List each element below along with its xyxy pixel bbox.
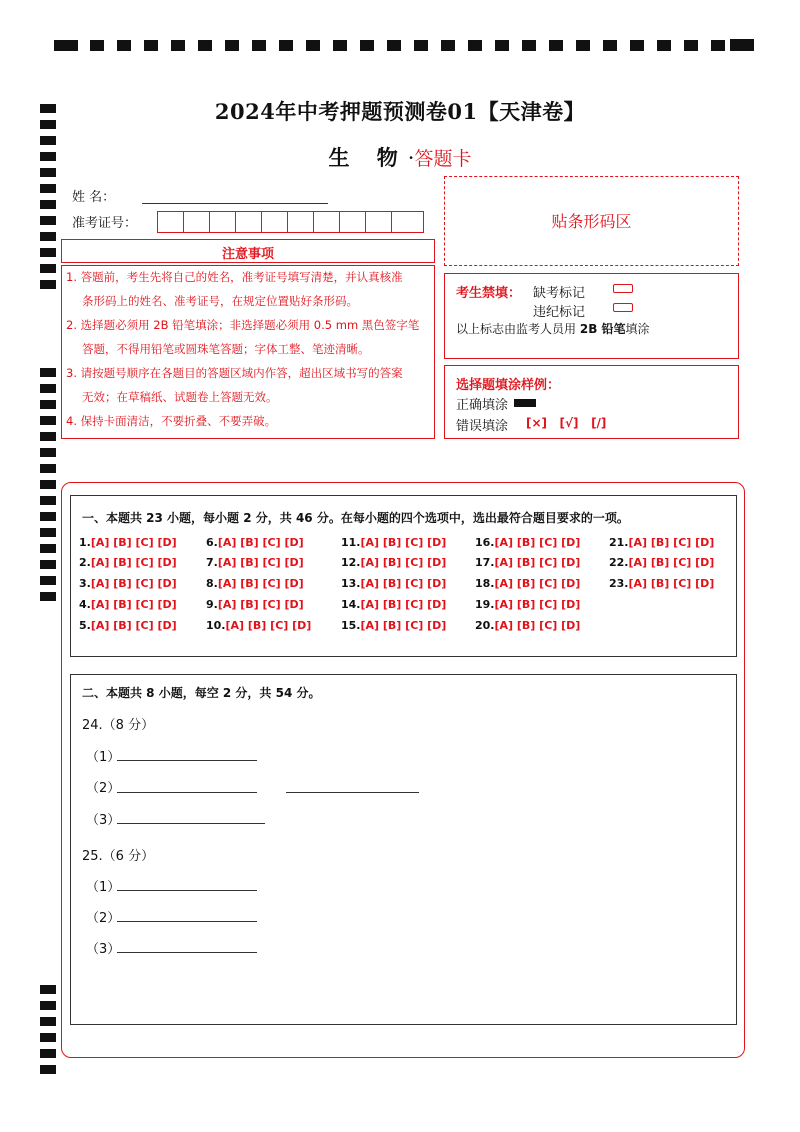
question-number: 3. — [79, 577, 91, 590]
timing-mark — [306, 40, 320, 51]
q25-blank-2-label: （2） — [86, 911, 121, 926]
notice-line: 2. 选择题必须用 2B 铅笔填涂；非选择题必须用 0.5 mm 黑色签字笔 — [66, 318, 420, 332]
timing-mark — [40, 512, 56, 521]
question-24-label: 24.（8 分） — [82, 718, 155, 733]
choice-question[interactable] — [79, 577, 177, 590]
timing-mark — [468, 40, 482, 51]
question-number: 20. — [475, 619, 495, 632]
timing-mark — [730, 39, 754, 51]
q24-blank-1-label: （1） — [86, 750, 121, 765]
id-digit-box[interactable] — [313, 211, 340, 233]
section-fill — [70, 674, 737, 1025]
forbidden-note-bold: 2B 铅笔 — [579, 322, 626, 336]
timing-mark — [40, 464, 56, 473]
answer-options[interactable]: [A] [B] [C] [D] — [360, 556, 447, 569]
timing-mark — [40, 544, 56, 553]
barcode-area — [444, 176, 739, 266]
notice-title-box — [61, 239, 435, 263]
question-number: 5. — [79, 619, 91, 632]
sample-title: 选择题填涂样例： — [456, 378, 561, 393]
timing-mark — [40, 248, 56, 257]
timing-mark — [684, 40, 698, 51]
question-number: 23. — [609, 577, 629, 590]
q24-blank-3[interactable] — [117, 823, 265, 824]
sample-box — [444, 365, 739, 439]
sample-correct-label: 正确填涂 — [456, 398, 509, 413]
choice-question[interactable] — [206, 577, 304, 590]
timing-mark — [40, 985, 56, 994]
forbidden-note-pre: 以上标志由监考人员用 — [456, 322, 577, 336]
answer-options[interactable]: [A] [B] [C] [D] — [494, 619, 581, 632]
choice-question[interactable] — [206, 556, 304, 569]
timing-mark — [333, 40, 347, 51]
id-digit-box[interactable] — [235, 211, 262, 233]
timing-mark — [40, 496, 56, 505]
separator-dot: · — [407, 146, 415, 170]
timing-mark — [40, 264, 56, 273]
question-number: 17. — [475, 556, 495, 569]
timing-mark — [549, 40, 563, 51]
choice-question[interactable] — [475, 598, 580, 611]
timing-mark — [576, 40, 590, 51]
violation-mark-label: 违纪标记 — [533, 305, 586, 320]
forbidden-box — [444, 273, 739, 359]
timing-mark — [40, 448, 56, 457]
timing-mark — [495, 40, 509, 51]
timing-mark — [40, 368, 56, 377]
timing-mark — [252, 40, 266, 51]
answer-options[interactable]: [A] [B] [C] [D] — [90, 556, 177, 569]
answer-options[interactable]: [A] [B] [C] [D] — [360, 536, 447, 549]
question-number: 16. — [475, 536, 495, 549]
choice-question[interactable] — [341, 598, 446, 611]
q25-blank-1[interactable] — [117, 890, 257, 891]
barcode-label: 贴条形码区 — [551, 212, 632, 231]
timing-mark — [90, 40, 104, 51]
choice-question[interactable] — [609, 536, 714, 549]
answer-options[interactable]: [A] [B] [C] [D] — [494, 536, 581, 549]
timing-mark — [630, 40, 644, 51]
timing-mark — [40, 432, 56, 441]
name-field[interactable] — [142, 203, 328, 204]
q25-blank-2[interactable] — [117, 921, 257, 922]
answer-options[interactable]: [A] [B] [C] [D] — [217, 598, 304, 611]
timing-mark — [40, 200, 56, 209]
timing-mark — [40, 1049, 56, 1058]
timing-mark — [40, 1033, 56, 1042]
timing-mark — [40, 576, 56, 585]
timing-mark — [603, 40, 617, 51]
q24-blank-1[interactable] — [117, 760, 257, 761]
timing-mark — [657, 40, 671, 51]
question-number: 8. — [206, 577, 218, 590]
answer-options[interactable]: [A] [B] [C] [D] — [628, 556, 715, 569]
answer-options[interactable]: [A] [B] [C] [D] — [628, 536, 715, 549]
q25-blank-1-label: （1） — [86, 880, 121, 895]
timing-mark — [40, 1017, 56, 1026]
subject-line — [0, 142, 800, 172]
answer-options[interactable]: [A] [B] [C] [D] — [217, 556, 304, 569]
timing-mark — [441, 40, 455, 51]
question-number: 14. — [341, 598, 361, 611]
question-number: 21. — [609, 536, 629, 549]
id-digit-box[interactable] — [339, 211, 366, 233]
answer-options[interactable]: [A] [B] [C] [D] — [494, 556, 581, 569]
choice-question[interactable] — [79, 619, 177, 632]
timing-mark — [40, 384, 56, 393]
q24-blank-2a[interactable] — [117, 792, 257, 793]
choice-question[interactable] — [341, 556, 446, 569]
forbidden-note-post: 填涂 — [625, 322, 650, 336]
id-digit-box[interactable] — [209, 211, 236, 233]
choice-question[interactable] — [475, 619, 580, 632]
question-number: 10. — [206, 619, 226, 632]
id-digit-box[interactable] — [183, 211, 210, 233]
id-digit-box[interactable] — [157, 211, 184, 233]
timing-mark — [40, 1001, 56, 1010]
q24-blank-2b[interactable] — [286, 792, 419, 793]
q25-blank-3[interactable] — [117, 952, 257, 953]
timing-mark — [387, 40, 401, 51]
timing-mark — [40, 216, 56, 225]
section-choice — [70, 495, 737, 657]
name-label: 姓 名： — [72, 190, 116, 205]
answer-options[interactable]: [A] [B] [C] [D] — [360, 598, 447, 611]
correct-fill-sample — [514, 399, 536, 407]
question-number: 19. — [475, 598, 495, 611]
answer-options[interactable]: [A] [B] [C] [D] — [628, 577, 715, 590]
id-digit-box[interactable] — [391, 211, 424, 233]
question-number: 12. — [341, 556, 361, 569]
timing-mark — [360, 40, 374, 51]
q24-blank-2-label: （2） — [86, 781, 121, 796]
notice-title: 注意事项 — [221, 247, 274, 262]
choice-question[interactable] — [475, 556, 580, 569]
timing-mark — [40, 280, 56, 289]
question-number: 18. — [475, 577, 495, 590]
q25-blank-3-label: （3） — [86, 942, 121, 957]
id-digit-box[interactable] — [287, 211, 314, 233]
notice-line: 无效；在草稿纸、试题卷上答题无效。 — [82, 390, 278, 404]
timing-mark — [40, 1065, 56, 1074]
choice-question[interactable] — [79, 536, 177, 549]
question-number: 7. — [206, 556, 218, 569]
sample-wrong-label: 错误填涂 — [456, 419, 509, 434]
absent-mark-label: 缺考标记 — [533, 286, 586, 301]
question-number: 15. — [341, 619, 361, 632]
timing-mark — [40, 232, 56, 241]
question-number: 2. — [79, 556, 91, 569]
choice-question[interactable] — [341, 536, 446, 549]
choice-question[interactable] — [475, 536, 580, 549]
question-number: 4. — [79, 598, 91, 611]
answer-options[interactable]: [A] [B] [C] [D] — [217, 536, 304, 549]
section-fill-title: 二、本题共 8 小题，每空 2 分，共 54 分。 — [82, 686, 321, 700]
choice-question[interactable] — [206, 619, 311, 632]
timing-mark — [414, 40, 428, 51]
timing-mark — [171, 40, 185, 51]
timing-mark — [144, 40, 158, 51]
answer-options[interactable]: [A] [B] [C] [D] — [90, 598, 177, 611]
question-number: 6. — [206, 536, 218, 549]
timing-mark — [279, 40, 293, 51]
timing-mark — [40, 528, 56, 537]
section-choice-title: 一、本题共 23 小题，每小题 2 分，共 46 分。在每小题的四个选项中，选出最符合题目要求的一项。 — [82, 511, 629, 525]
timing-mark — [198, 40, 212, 51]
answer-options[interactable]: [A] [B] [C] [D] — [360, 577, 447, 590]
question-number: 9. — [206, 598, 218, 611]
question-number: 11. — [341, 536, 361, 549]
answer-options[interactable]: [A] [B] [C] [D] — [90, 619, 177, 632]
notice-line: 3. 请按题号顺序在各题目的答题区域内作答，超出区域书写的答案 — [66, 366, 403, 380]
forbidden-note — [456, 320, 650, 337]
id-label: 准考证号： — [72, 216, 138, 231]
choice-question[interactable] — [341, 577, 446, 590]
card-label: 答题卡 — [414, 148, 472, 170]
timing-mark — [40, 560, 56, 569]
choice-question[interactable] — [79, 556, 177, 569]
id-digit-box[interactable] — [261, 211, 288, 233]
choice-question[interactable] — [79, 598, 177, 611]
choice-question[interactable] — [475, 577, 580, 590]
question-number: 22. — [609, 556, 629, 569]
wrong-fill-samples: [×] [√] [/] — [526, 416, 607, 430]
violation-mark-box[interactable] — [613, 303, 633, 312]
timing-mark — [40, 184, 56, 193]
id-digit-box[interactable] — [365, 211, 392, 233]
exam-title: 2024年中考押题预测卷01【天津卷】 — [214, 99, 586, 124]
choice-question[interactable] — [206, 598, 304, 611]
timing-mark — [54, 40, 78, 51]
answer-options[interactable]: [A] [B] [C] [D] — [494, 577, 581, 590]
notice-line: 答题，不得用铅笔或圆珠笔答题；字体工整、笔迹清晰。 — [82, 342, 370, 356]
timing-mark — [40, 416, 56, 425]
answer-options[interactable]: [A] [B] [C] [D] — [225, 619, 312, 632]
timing-mark — [40, 400, 56, 409]
question-number: 1. — [79, 536, 91, 549]
timing-mark — [40, 592, 56, 601]
notice-line: 条形码上的姓名、准考证号，在规定位置贴好条形码。 — [82, 294, 358, 308]
timing-mark — [711, 40, 725, 51]
answer-options[interactable]: [A] [B] [C] [D] — [217, 577, 304, 590]
choice-question[interactable] — [206, 536, 304, 549]
answer-options[interactable]: [A] [B] [C] [D] — [494, 598, 581, 611]
forbidden-label: 考生禁填： — [456, 286, 522, 301]
notice-line: 4. 保持卡面清洁，不要折叠、不要弄破。 — [66, 414, 277, 428]
q24-blank-3-label: （3） — [86, 813, 121, 828]
notice-line: 1. 答题前，考生先将自己的姓名，准考证号填写清楚，并认真核准 — [66, 270, 403, 284]
question-25-label: 25.（6 分） — [82, 849, 155, 864]
timing-mark — [225, 40, 239, 51]
answer-options[interactable]: [A] [B] [C] [D] — [90, 577, 177, 590]
choice-question[interactable] — [341, 619, 446, 632]
subject-name: 生 物 — [328, 145, 408, 170]
question-number: 13. — [341, 577, 361, 590]
choice-question[interactable] — [609, 577, 714, 590]
answer-options[interactable]: [A] [B] [C] [D] — [360, 619, 447, 632]
answer-options[interactable]: [A] [B] [C] [D] — [90, 536, 177, 549]
timing-mark — [117, 40, 131, 51]
absent-mark-box[interactable] — [613, 284, 633, 293]
choice-question[interactable] — [609, 556, 714, 569]
timing-mark — [40, 480, 56, 489]
timing-mark — [522, 40, 536, 51]
